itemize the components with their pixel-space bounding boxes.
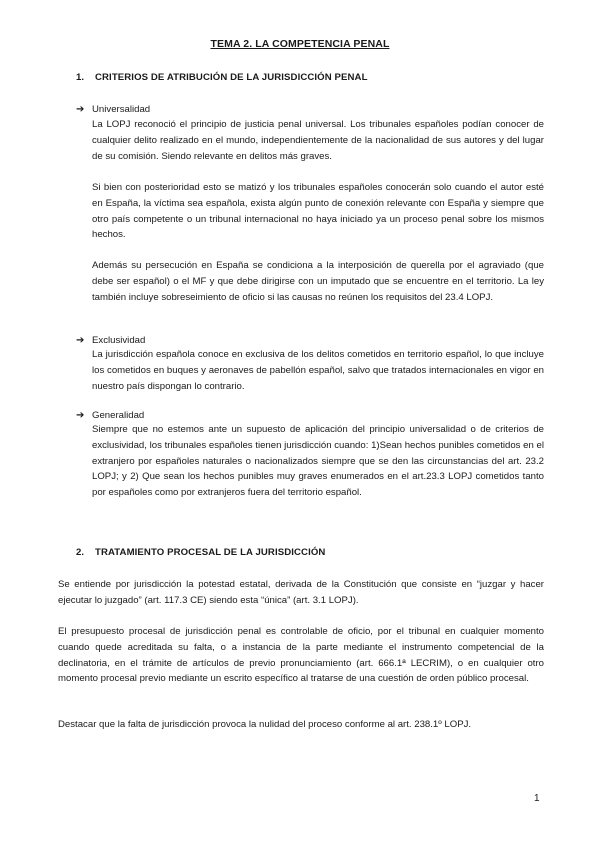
paragraph: La jurisdicción española conoce en exclusiva de los delitos cometidos en territorio español, lo que incluye los cometidos en buques y aeronaves de pabellón español, salvo que tratados internacionales en vigor en nuestro país dispongan lo contrario. — [92, 349, 544, 392]
paragraph: Si bien con posterioridad esto se matizó y los tribunales españoles conocerán solo cuando el autor esté en España, la víctima sea española, exista algún punto de conexión relevante con España y siempre que otro país competente o un tribunal internacional no haya iniciado ya un proceso penal sobre los mismos hechos. — [92, 182, 544, 241]
paragraph: La LOPJ reconoció el principio de justicia penal universal. Los tribunales españoles podían conocer de cualquier delito realizado en el mundo, independientemente de la nacionalidad de sus autores y del lugar de su comisión. Siendo relevante en delitos más graves. — [92, 119, 544, 162]
bullet-label: Generalidad — [92, 410, 145, 421]
bullet-generalidad — [76, 410, 144, 421]
section-1-title: CRITERIOS DE ATRIBUCIÓN DE LA JURISDICCIÓN PENAL — [95, 72, 368, 83]
section-1-heading — [76, 72, 368, 83]
bullet-exclusividad — [76, 335, 145, 346]
bullet-label: Exclusividad — [92, 335, 146, 346]
paragraph: Además su persecución en España se condiciona a la interposición de querella por el agraviado (que debe ser español) o el MF y que debe dirigirse con un imputado que se encuentre en el territorio. La ley también incluye sobreseimiento de oficio si las causas no reúnen los requisitos del 23.4 LOPJ. — [92, 260, 544, 303]
section-2-number: 2. — [76, 547, 85, 558]
bullet-label: Universalidad — [92, 104, 151, 115]
section-1-number: 1. — [76, 72, 85, 83]
section-2-title: TRATAMIENTO PROCESAL DE LA JURISDICCIÓN — [95, 547, 326, 558]
paragraph: Destacar que la falta de jurisdicción provoca la nulidad del proceso conforme al art. 238.1º LOPJ. — [58, 719, 472, 730]
bullet-universalidad — [76, 104, 150, 115]
paragraph: El presupuesto procesal de jurisdicción penal es controlable de oficio, por el tribunal en cualquier momento cuando quede acreditada su falta, o a instancia de la parte mediante el instrumento competencial de la declinatoria, en el trámite de artículos de previo pronunciamiento (art. 666.1ª LECRIM), o en cualquier otro momento procesal previo mediante un escrito específico al tratarse de una cuestión de orden público procesal. — [58, 626, 544, 685]
paragraph: Siempre que no estemos ante un supuesto de aplicación del principio universalidad o de criterios de exclusividad, los tribunales españoles tienen jurisdicción cuando: 1)Sean hechos punibles cometidos en el extranjero por españoles naturales o nacionalizados siempre que se den las circunstancias del art. 23.2 LOPJ; y 2) Que sean los hechos punibles muy graves enumerados en el art.23.3 LOPJ cometidos tanto por españoles como por extranjeros fuera del territorio español. — [92, 424, 544, 499]
arrow-right-icon: ➔ — [76, 104, 85, 115]
page-number: 1 — [534, 793, 540, 804]
document-title: TEMA 2. LA COMPETENCIA PENAL — [210, 38, 390, 50]
paragraph: Se entiende por jurisdicción la potestad estatal, derivada de la Constitución que consiste en “juzgar y hacer ejecutar lo juzgado” (art. 117.3 CE) siendo esta “única” (art. 3.1 LOPJ). — [58, 579, 544, 606]
arrow-right-icon: ➔ — [76, 335, 85, 346]
section-2-heading — [76, 547, 325, 558]
arrow-right-icon: ➔ — [76, 410, 85, 421]
